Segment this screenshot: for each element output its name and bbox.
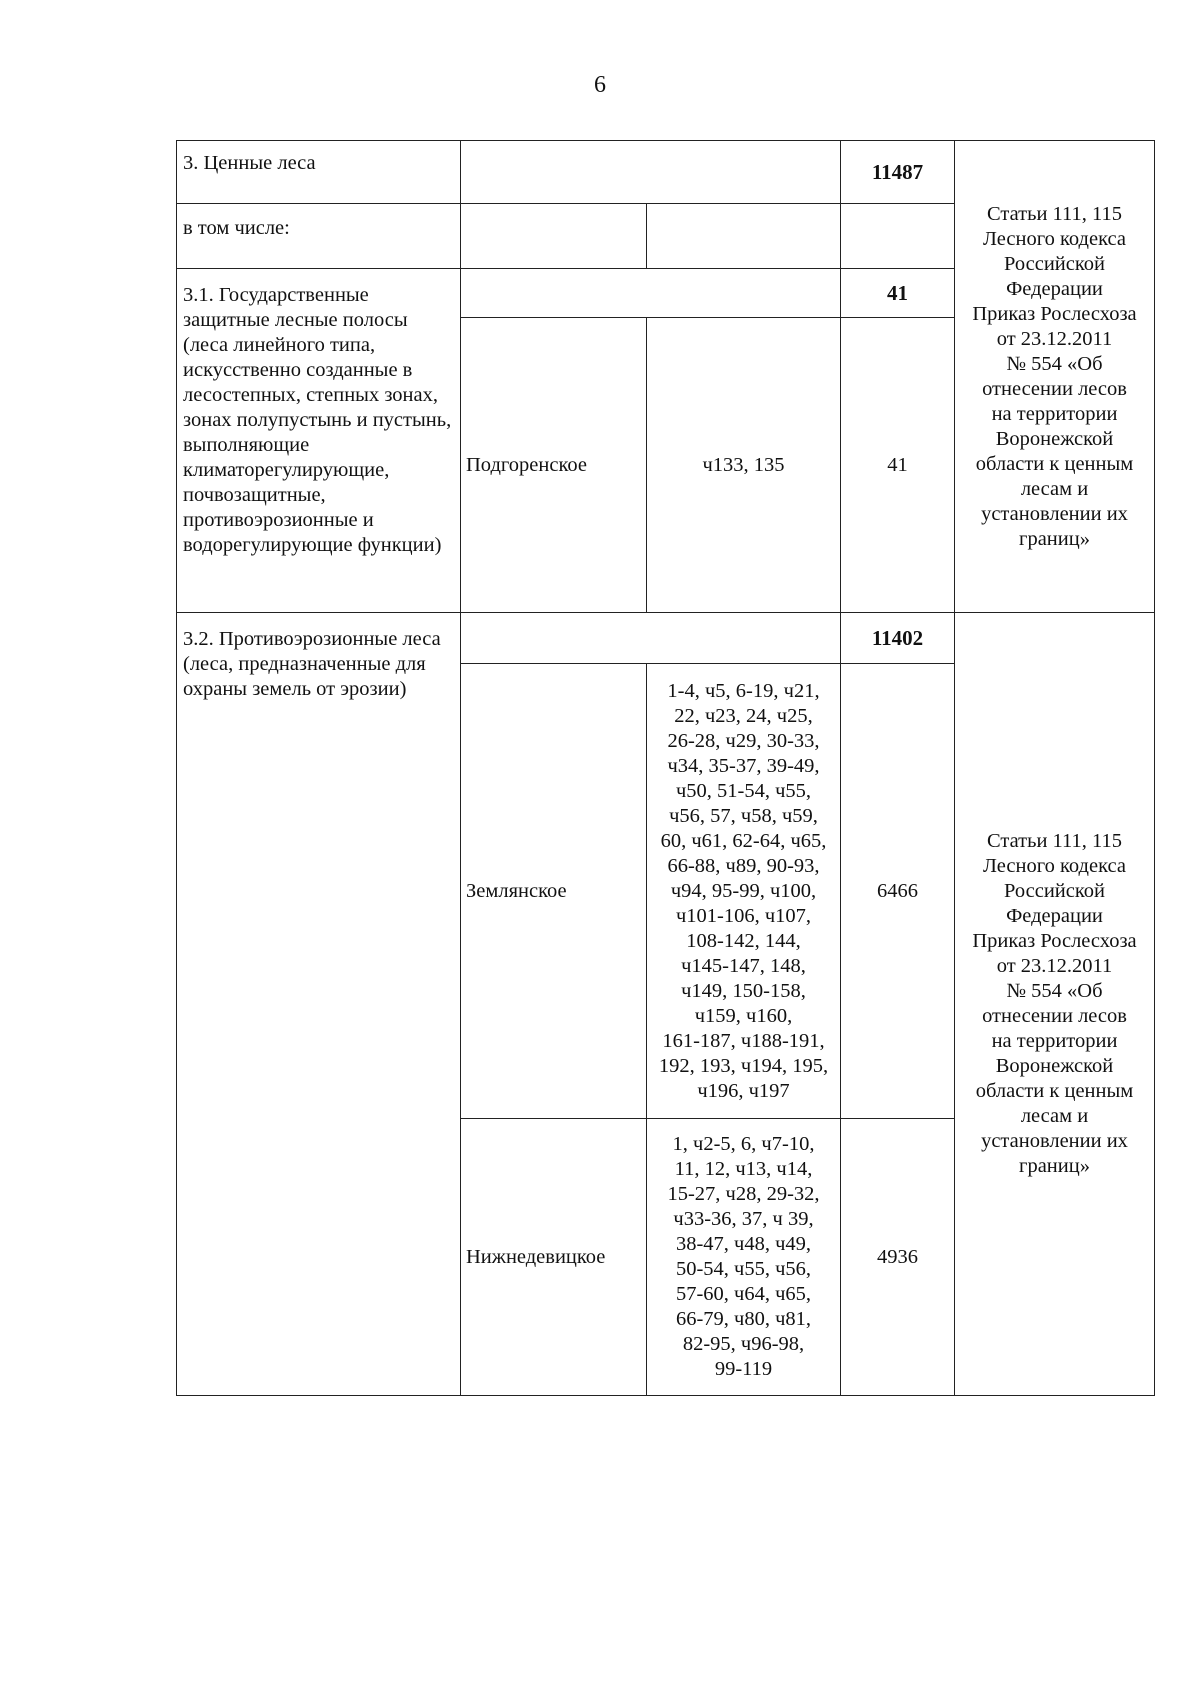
shelter-total: 41 [841, 269, 955, 318]
antierosion-total: 11402 [841, 613, 955, 664]
antierosion-total-empty [461, 613, 841, 664]
including-area-empty [841, 204, 955, 269]
forestry-podgorenskoe: Подгоренское [461, 318, 647, 613]
including-forestry-empty [461, 204, 647, 269]
legal-basis-shelter: Статьи 111, 115 Лесного кодекса Российской Федерации Приказ Рослесхоза от 23.12.2011 № 554 «Об отнесении лесов на территории Воронежской области к ценным лесам и установлении их границ» [955, 141, 1155, 613]
valuable-forests-label: 3. Ценные леса [177, 141, 461, 204]
forest-table [176, 140, 1155, 1396]
area-zemlyanskoe: 6466 [841, 664, 955, 1119]
including-label: в том числе: [177, 204, 461, 269]
area-podgorenskoe: 41 [841, 318, 955, 613]
shelter-total-empty [461, 269, 841, 318]
antierosion-label: 3.2. Противоэрозионные леса (леса, предназначенные для охраны земель от эрозии) [177, 613, 461, 1396]
including-blocks-empty [647, 204, 841, 269]
legal-basis-antierosion: Статьи 111, 115 Лесного кодекса Российской Федерации Приказ Рослесхоза от 23.12.2011 № 554 «Об отнесении лесов на территории Воронежской области к ценным лесам и установлении их границ» [955, 613, 1155, 1396]
blocks-podgorenskoe: ч133, 135 [647, 318, 841, 613]
shelter-label: 3.1. Государственные защитные лесные полосы (леса линейного типа, искусственно созданные в лесостепных, степных зонах, зонах полупустынь и пустынь, выполняющие климаторегулирующие, почвозащитные, противоэрозионные и водорегулирующие функции) [177, 269, 461, 613]
row-antierosion-total [177, 613, 1155, 664]
area-nizhnedevitskoe: 4936 [841, 1119, 955, 1396]
forestry-nizhnedevitskoe: Нижнедевицкое [461, 1119, 647, 1396]
valuable-forests-total: 11487 [841, 141, 955, 204]
blocks-nizhnedevitskoe: 1, ч2-5, 6, ч7-10, 11, 12, ч13, ч14, 15-27, ч28, 29-32, ч33-36, 37, ч 39, 38-47, ч48, ч49, 50-54, ч55, ч56, 57-60, ч64, ч65, 66-79, ч80, ч81, 82-95, ч96-98, 99-119 [647, 1119, 841, 1396]
page-number: 6 [594, 72, 606, 98]
row-valuable-forests [177, 141, 1155, 204]
valuable-forests-empty [461, 141, 841, 204]
blocks-zemlyanskoe: 1-4, ч5, 6-19, ч21, 22, ч23, 24, ч25, 26-28, ч29, 30-33, ч34, 35-37, 39-49, ч50, 51-54, ч55, ч56, 57, ч58, ч59, 60, ч61, 62-64, ч65, 66-88, ч89, 90-93, ч94, 95-99, ч100, ч101-106, ч107, 108-142, 144, ч145-147, 148, ч149, 150-158, ч159, ч160, 161-187, ч188-191, 192, 193, ч194, 195, ч196, ч197 [647, 664, 841, 1119]
forestry-zemlyanskoe: Землянское [461, 664, 647, 1119]
